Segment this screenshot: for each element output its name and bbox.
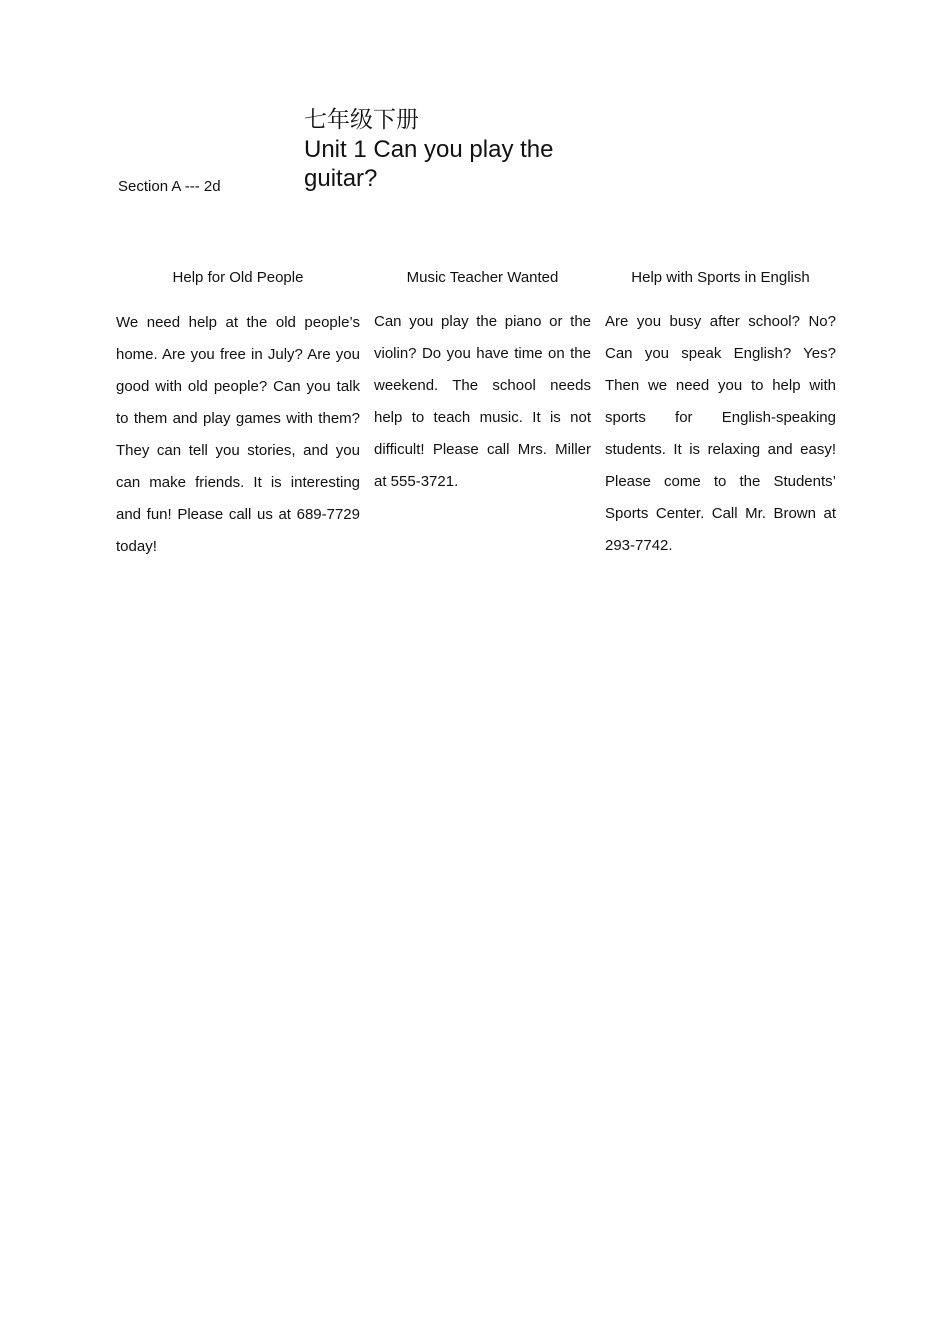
unit-title: Unit 1 Can you play the guitar?: [304, 136, 554, 192]
ad-body-sports-english: Are you busy after school? No? Can you speak English? Yes? Then we need you to help with sports for English-speaking students. It is relaxing and easy! Please come to the Students’ Sports Center. Call Mr. Brown at 293-7742.: [605, 313, 836, 554]
ad-body-old-people: We need help at the old people’s home. Are you free in July? Are you good with old people? Can you talk to them and play games with them? They can tell you stories, and you can make friends. It is interesting and fun! Please call us at 689-7729 today!: [116, 314, 360, 555]
ad-body-music-teacher: Can you play the piano or the violin? Do you have time on the weekend. The school needs help to teach music. It is not difficult! Please call Mrs. Miller at 555-3721.: [374, 313, 591, 490]
ad-heading-old-people: Help for Old People: [172, 269, 304, 286]
ad-heading-sports-english: Help with Sports in English: [631, 269, 810, 286]
title-block: [304, 106, 604, 193]
grade-label: 七年级下册: [304, 107, 419, 133]
ad-heading-music-teacher: Music Teacher Wanted: [406, 269, 559, 286]
section-label: Section A --- 2d: [118, 178, 221, 195]
